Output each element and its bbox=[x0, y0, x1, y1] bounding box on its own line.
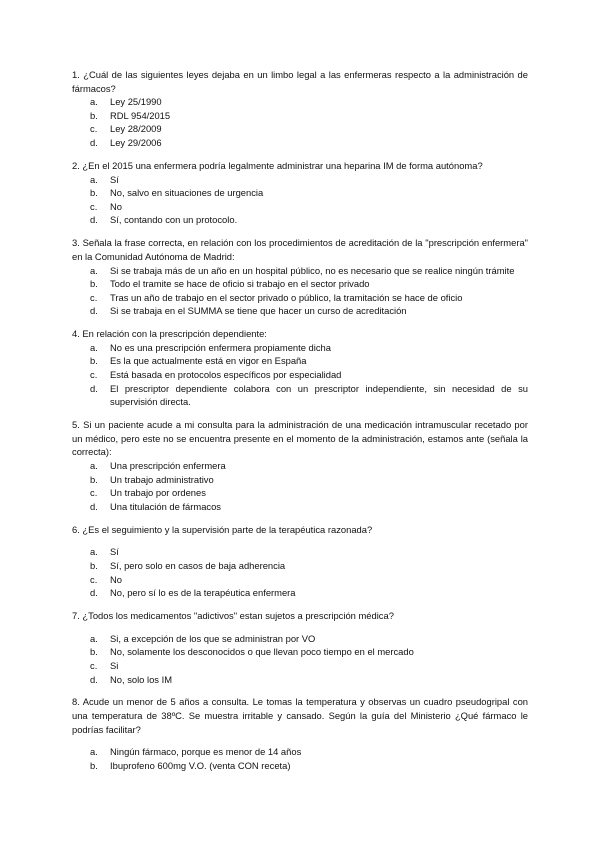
question-text: 1. ¿Cuál de las siguientes leyes dejaba en un limbo legal a las enfermeras respecto a la administración de fármacos? bbox=[72, 69, 528, 94]
option-text: No, pero sí lo es de la terapéutica enfermera bbox=[110, 587, 296, 599]
option-letter: c. bbox=[90, 487, 98, 499]
option-list bbox=[72, 745, 528, 772]
answer-option bbox=[72, 632, 528, 646]
question-7 bbox=[72, 609, 528, 686]
option-letter: b. bbox=[90, 187, 98, 199]
question-6 bbox=[72, 523, 528, 600]
option-text: No bbox=[110, 200, 122, 212]
option-list bbox=[72, 341, 528, 409]
spacer bbox=[72, 736, 528, 745]
option-text: No, salvo en situaciones de urgencia bbox=[110, 187, 264, 199]
option-letter: c. bbox=[90, 200, 98, 212]
answer-option bbox=[72, 745, 528, 759]
option-text: Un trabajo administrativo bbox=[110, 473, 214, 485]
option-letter: c. bbox=[90, 123, 98, 135]
option-text: Si se trabaja en el SUMMA se tiene que hacer un curso de acreditación bbox=[110, 305, 407, 317]
option-letter: b. bbox=[90, 473, 98, 485]
answer-option bbox=[72, 545, 528, 559]
answer-option bbox=[72, 200, 528, 214]
answer-option bbox=[72, 304, 528, 318]
option-text: Ley 25/1990 bbox=[110, 96, 162, 108]
question-text: 7. ¿Todos los medicamentos "adictivos" estan sujetos a prescripción médica? bbox=[72, 610, 394, 622]
option-text: Una titulación de fármacos bbox=[110, 500, 221, 512]
question-5 bbox=[72, 418, 528, 513]
spacer bbox=[72, 623, 528, 632]
option-letter: d. bbox=[90, 500, 98, 512]
option-letter: a. bbox=[90, 96, 98, 108]
question-text: 5. Si un paciente acude a mi consulta para la administración de una medicación intramuscular recetado por un médico, pero este no se encuentra presente en el momento de la administración, estamos ante (señala la correcta): bbox=[72, 419, 528, 458]
option-text: Si, a excepción de los que se administran por VO bbox=[110, 632, 316, 644]
answer-option bbox=[72, 368, 528, 382]
option-letter: a. bbox=[90, 264, 98, 276]
question-4 bbox=[72, 327, 528, 409]
option-letter: b. bbox=[90, 109, 98, 121]
spacer bbox=[72, 536, 528, 545]
option-letter: a. bbox=[90, 460, 98, 471]
answer-option bbox=[72, 341, 528, 355]
option-text: No, solo los IM bbox=[110, 673, 172, 685]
question-2 bbox=[72, 159, 528, 227]
answer-option bbox=[72, 354, 528, 368]
answer-option bbox=[72, 122, 528, 136]
option-letter: b. bbox=[90, 559, 98, 571]
option-list bbox=[72, 264, 528, 318]
option-letter: c. bbox=[90, 573, 98, 585]
option-letter: c. bbox=[90, 659, 98, 671]
option-letter: d. bbox=[90, 136, 98, 148]
answer-option bbox=[72, 95, 528, 109]
answer-option bbox=[72, 186, 528, 200]
question-3 bbox=[72, 236, 528, 318]
option-text: El prescriptor dependiente colabora con un prescriptor independiente, sin necesidad de su supervisión directa. bbox=[110, 382, 528, 408]
option-text: Si bbox=[110, 659, 119, 671]
option-letter: a. bbox=[90, 173, 98, 185]
option-text: Todo el tramite se hace de oficio si trabajo en el sector privado bbox=[110, 278, 370, 290]
option-letter: d. bbox=[90, 587, 98, 599]
option-list bbox=[72, 173, 528, 227]
option-letter: d. bbox=[90, 214, 98, 226]
answer-option bbox=[72, 136, 528, 150]
option-text: Sí, pero solo en casos de baja adherencia bbox=[110, 559, 286, 571]
option-list bbox=[72, 95, 528, 149]
option-text: Sí bbox=[110, 173, 119, 185]
option-letter: a. bbox=[90, 746, 98, 758]
answer-option bbox=[72, 109, 528, 123]
question-text: 8. Acude un menor de 5 años a consulta. Le tomas la temperatura y observas un cuadro pseudogripal con una temperatura de 38ºC. Se muestra irritable y cansado. Según la guía del Ministerio ¿Qué fármaco le podrías facilitar? bbox=[72, 696, 528, 735]
question-text: 2. ¿En el 2015 una enfermera podría legalmente administrar una heparina IM de forma autónoma? bbox=[72, 159, 483, 171]
option-letter: d. bbox=[90, 382, 98, 394]
question-8 bbox=[72, 695, 528, 772]
option-text: Ibuprofeno 600mg V.O. (venta CON receta) bbox=[110, 759, 291, 771]
answer-option bbox=[72, 573, 528, 587]
answer-option bbox=[72, 213, 528, 227]
option-text: Una prescripción enfermera bbox=[110, 460, 226, 471]
question-1 bbox=[72, 68, 528, 150]
question-list bbox=[72, 68, 528, 782]
option-text: RDL 954/2015 bbox=[110, 109, 171, 121]
answer-option bbox=[72, 659, 528, 673]
option-text: No es una prescripción enfermera propiamente dicha bbox=[110, 341, 331, 353]
option-text: No bbox=[110, 573, 122, 585]
option-letter: c. bbox=[90, 291, 98, 303]
answer-option bbox=[72, 486, 528, 500]
option-text: Tras un año de trabajo en el sector privado o público, la tramitación se hace de oficio bbox=[110, 291, 463, 303]
option-letter: b. bbox=[90, 355, 98, 367]
option-letter: d. bbox=[90, 305, 98, 317]
option-text: No, solamente los desconocidos o que llevan poco tiempo en el mercado bbox=[110, 646, 414, 658]
question-text: 3. Señala la frase correcta, en relación con los procedimientos de acreditación de la "prescripción enfermera" en la Comunidad Autónoma de Madrid: bbox=[72, 237, 528, 262]
option-letter: c. bbox=[90, 369, 98, 381]
answer-option bbox=[72, 673, 528, 687]
option-letter: a. bbox=[90, 341, 98, 353]
option-letter: a. bbox=[90, 546, 98, 558]
option-text: Ningún fármaco, porque es menor de 14 años bbox=[110, 746, 302, 758]
question-text: 4. En relación con la prescripción dependiente: bbox=[72, 328, 267, 340]
option-letter: b. bbox=[90, 278, 98, 290]
option-list bbox=[72, 459, 528, 513]
option-letter: b. bbox=[90, 646, 98, 658]
option-letter: b. bbox=[90, 759, 98, 771]
answer-option bbox=[72, 586, 528, 600]
answer-option bbox=[72, 173, 528, 187]
answer-option bbox=[72, 500, 528, 514]
answer-option bbox=[72, 473, 528, 487]
answer-option bbox=[72, 277, 528, 291]
answer-option bbox=[72, 559, 528, 573]
option-text: Sí bbox=[110, 546, 119, 558]
option-text: Ley 28/2009 bbox=[110, 123, 162, 135]
option-text: Si se trabaja más de un año en un hospital público, no es necesario que se realice ningún trámite bbox=[110, 264, 515, 276]
option-text: Sí, contando con un protocolo. bbox=[110, 214, 238, 226]
option-letter: a. bbox=[90, 632, 98, 644]
option-letter: d. bbox=[90, 673, 98, 685]
answer-option bbox=[72, 382, 528, 409]
answer-option bbox=[72, 645, 528, 659]
option-list bbox=[72, 632, 528, 686]
option-text: Está basada en protocolos específicos por especialidad bbox=[110, 369, 342, 381]
option-text: Un trabajo por ordenes bbox=[110, 487, 206, 499]
answer-option bbox=[72, 759, 528, 773]
option-text: Ley 29/2006 bbox=[110, 136, 162, 148]
answer-option bbox=[72, 291, 528, 305]
answer-option bbox=[72, 459, 528, 473]
option-text: Es la que actualmente está en vigor en España bbox=[110, 355, 307, 367]
option-list bbox=[72, 545, 528, 599]
answer-option bbox=[72, 264, 528, 278]
question-text: 6. ¿Es el seguimiento y la supervisión parte de la terapéutica razonada? bbox=[72, 523, 373, 535]
